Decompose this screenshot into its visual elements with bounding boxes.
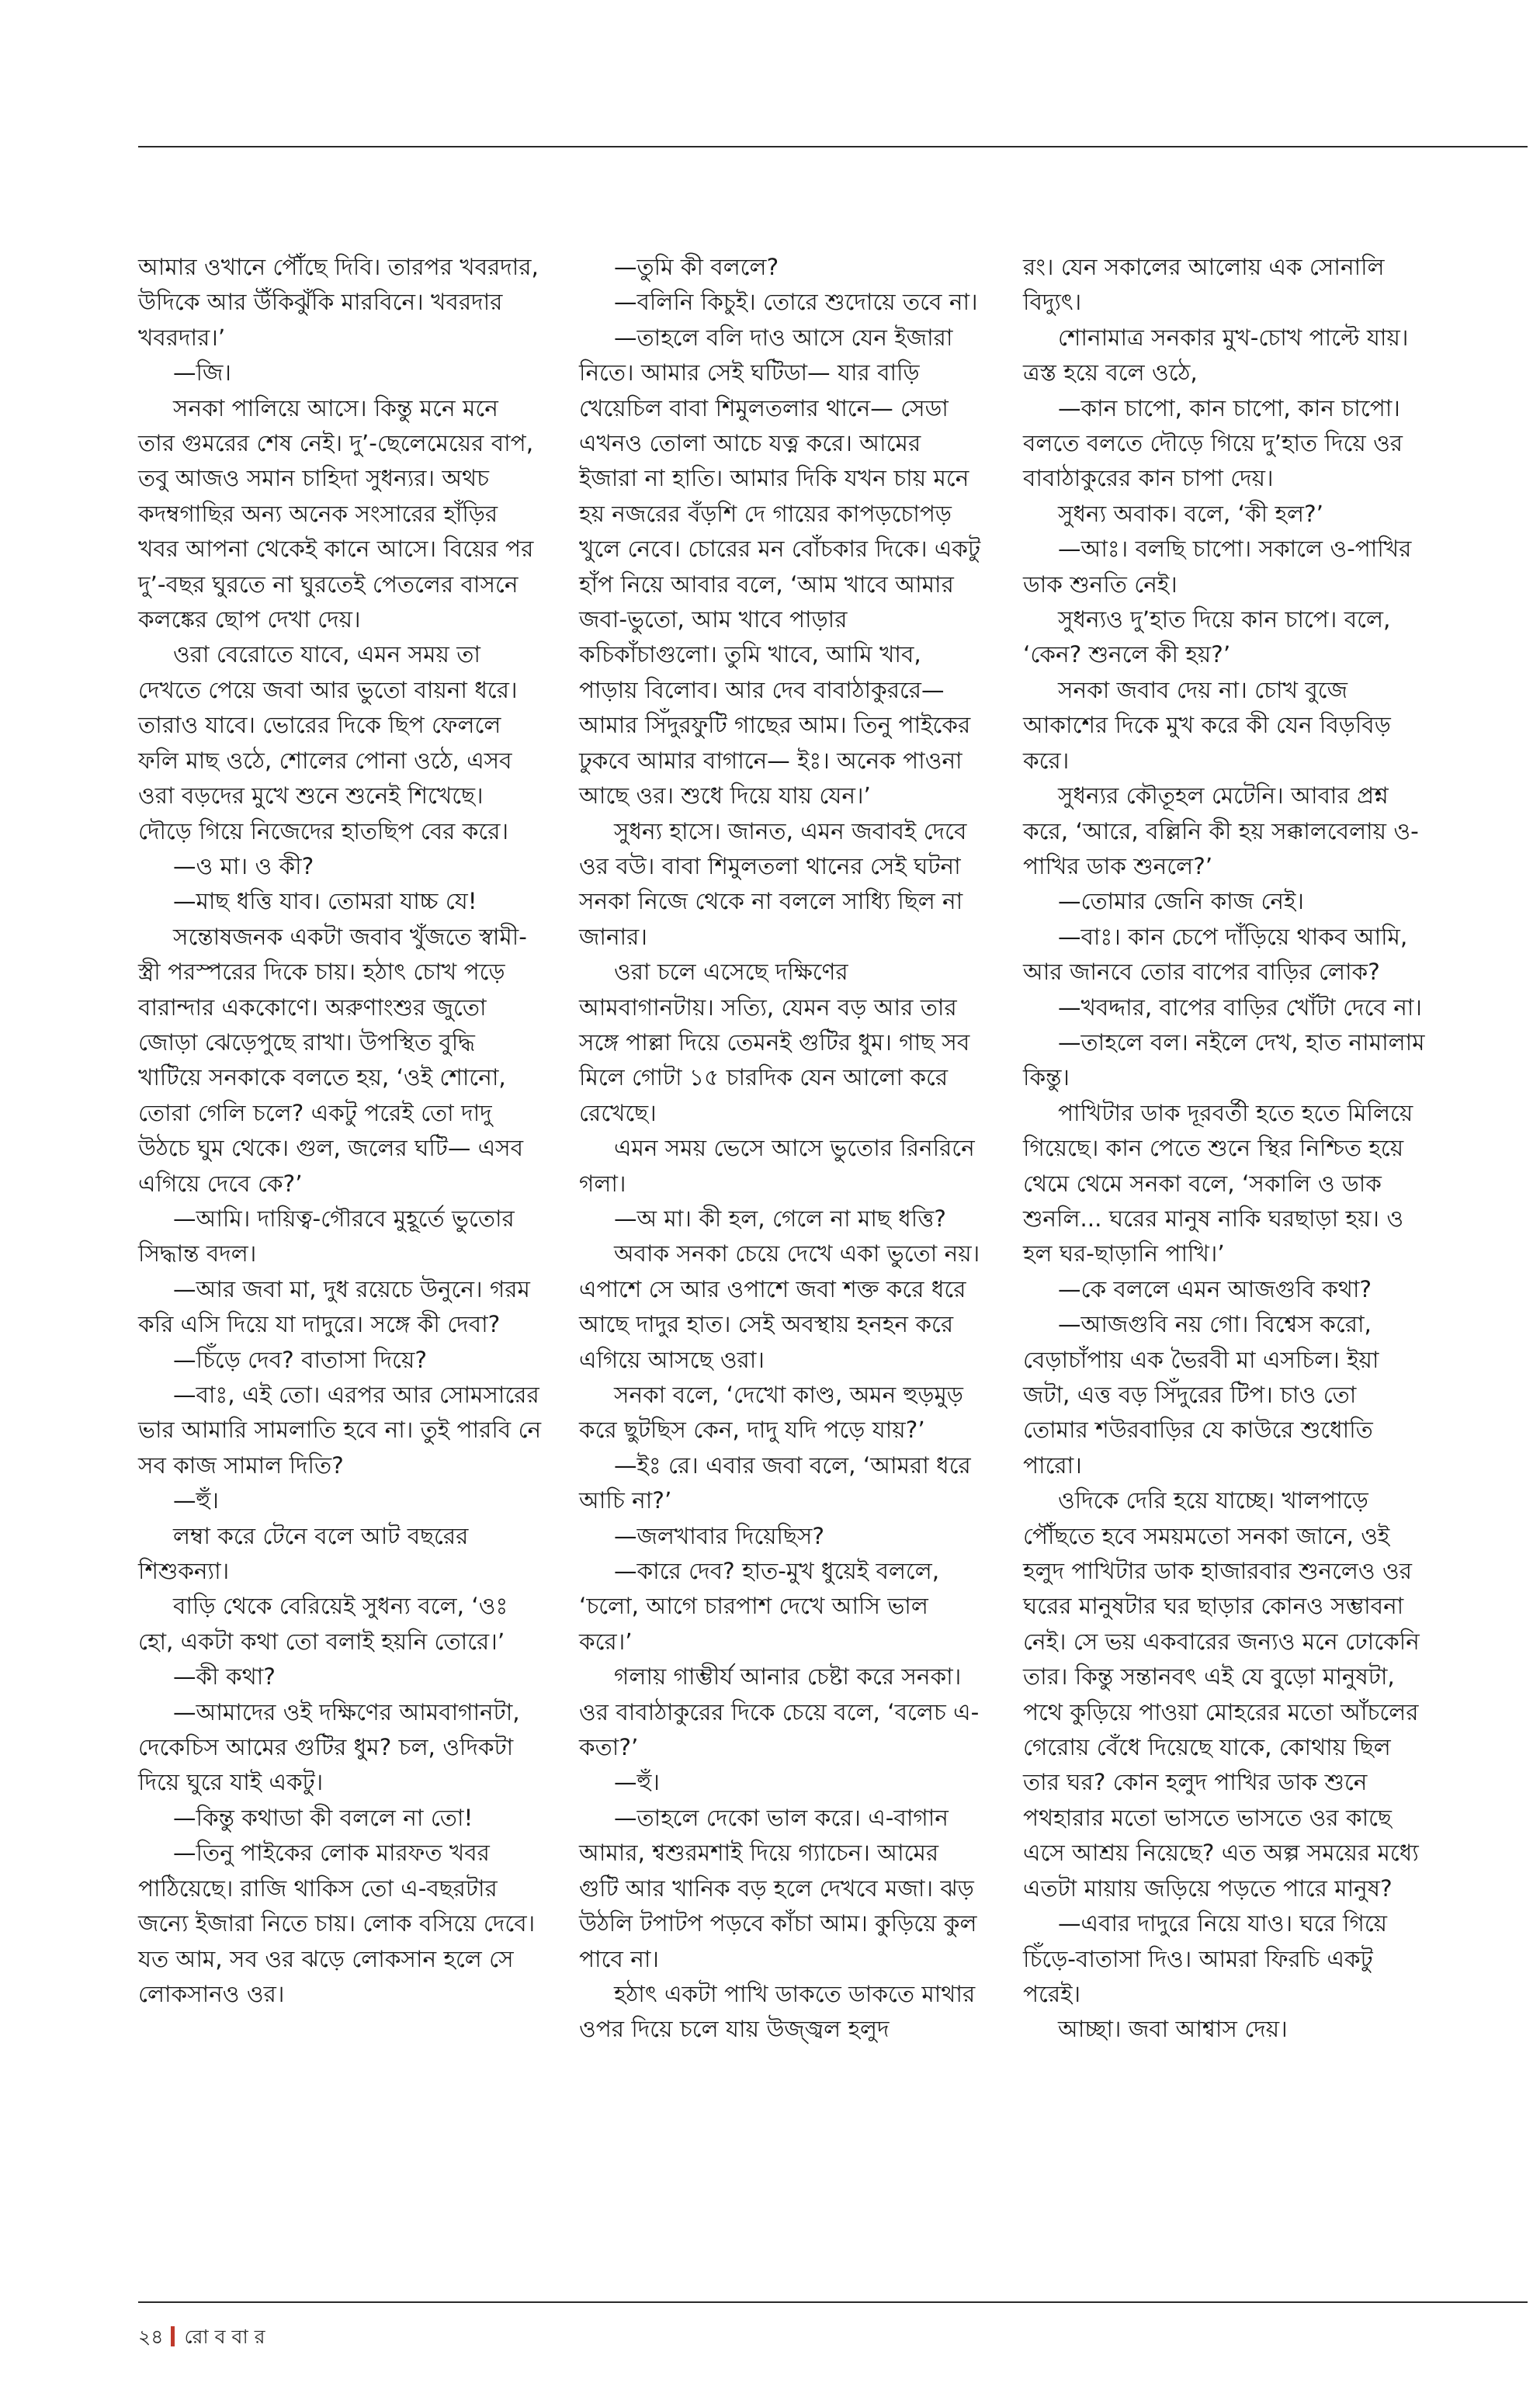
paragraph: —বলিনি কিচুই। তোরে শুদোয়ে তবে না।	[614, 289, 978, 316]
paragraph: —তাহলে বলি দাও আসে যেন ইজারা নিতে। আমার সেই ঘটিডা— যার বাড়ি খেয়েচিল বাবা শিমুলতলার থানে— সেডা এখনও তোলা আচে যত্ন করে। আমের ইজারা না হাতি। আমার দিকি যখন চায় মনে হয় নজরের বঁড়শি দে গায়ের কাপড়চোপড় খুলে নেবে। চোরের মন বোঁচকার দিকে। একটু হাঁপ নিয়ে আবার বলে, ‘আম খাবে আমার জবা-ভুতো, আম খাবে পাড়ার কচিকাঁচাগুলো। তুমি খাবে, আমি খাব, পাড়ায় বিলোব। আর দেব বাবাঠাকুররে— আমার সিঁদুরফুটি গাছের আম। তিনু পাইকের ঢুকবে আমার বাগানে— ইঃ। অনেক পাওনা আছে ওর। শুধে দিয়ে যায় যেন।’	[579, 324, 981, 810]
paragraph: —আঃ। বলছি চাপো। সকালে ও-পাখির ডাক শুনতি নেই।	[1023, 536, 1412, 598]
paragraph: —ইঃ রে। এবার জবা বলে, ‘আমরা ধরে আচি না?’	[579, 1451, 971, 1514]
paragraph: শোনামাত্র সনকার মুখ-চোখ পাল্টে যায়। ত্রস্ত হয়ে বলে ওঠে,	[1023, 324, 1409, 387]
paragraph: সন্তোষজনক একটা জবাব খুঁজতে স্বামী-স্ত্রী পরস্পরের দিকে চায়। হঠাৎ চোখ পড়ে বারান্দার এককোণে। অরুণাংশুর জুতো জোড়া ঝেড়েপুছে রাখা। উপস্থিত বুদ্ধি খাটিয়ে সনকাকে বলতে হয়, ‘ওই শোনো, তোরা গেলি চলে? একটু পরেই তো দাদু উঠচে ঘুম থেকে। গুল, জলের ঘটি— এসব এগিয়ে দেবে কে?’	[138, 923, 527, 1197]
paragraph: —কে বললে এমন আজগুবি কথা?	[1058, 1275, 1372, 1302]
paragraph: —আমাদের ওই দক্ষিণের আমবাগানটা, দেকেচিস আমের গুটির ধুম? চল, ওদিকটা দিয়ে ঘুরে যাই একটু।	[138, 1698, 520, 1796]
paragraph: লম্বা করে টেনে বলে আট বছরের শিশুকন্যা।	[138, 1522, 469, 1585]
paragraph: —আজগুবি নয় গো। বিশ্বেস করো, বেড়াচাঁপায় এক ভৈরবী মা এসচিল। ইয়া জটা, এত্ত বড় সিঁদুরের টিপ। চাও তো তোমার শউরবাড়ির যে কাউরে শুধোতি পারো।	[1023, 1311, 1379, 1479]
paragraph: —চিঁড়ে দেব? বাতাসা দিয়ে?	[173, 1346, 427, 1373]
paragraph: —হুঁ।	[173, 1487, 219, 1514]
footer-divider	[171, 2326, 175, 2346]
paragraph: —আমি। দায়িত্ব-গৌরবে মুহূর্তে ভুতোর সিদ্ধান্ত বদল।	[138, 1205, 515, 1268]
paragraph: —কারে দেব? হাত-মুখ ধুয়েই বললে, ‘চলো, আগে চারপাশ দেখে আসি ভাল করে।’	[579, 1558, 940, 1655]
text-column-2	[579, 250, 983, 2048]
paragraph: সুধন্যও দু’হাত দিয়ে কান চাপে। বলে, ‘কেন? শুনলে কী হয়?’	[1023, 606, 1391, 668]
paragraph: অবাক সনকা চেয়ে দেখে একা ভুতো নয়। এপাশে সে আর ওপাশে জবা শক্ত করে ধরে আছে দাদুর হাত। সেই অবস্থায় হনহন করে এগিয়ে আসছে ওরা।	[579, 1240, 980, 1373]
paragraph: —ও মা। ও কী?	[173, 852, 314, 879]
paragraph: —কিন্তু কথাডা কী বললে না তো!	[173, 1804, 473, 1831]
paragraph: আমার ওখানে পৌঁছে দিবি। তারপর খবরদার, উদিকে আর উঁকিঝুঁকি মারবিনে। খবরদার খবরদার।’	[138, 254, 539, 351]
paragraph: সুধন্যর কৌতূহল মেটেনি। আবার প্রশ্ন করে, ‘আরে, বল্লিনি কী হয় সক্কালবেলায় ও-পাখির ডাক শুনলে?’	[1023, 782, 1419, 879]
paragraph: সুধন্য অবাক। বলে, ‘কী হল?’	[1058, 500, 1324, 527]
paragraph: সনকা পালিয়ে আসে। কিন্তু মনে মনে তার গুমরের শেষ নেই। দু’-ছেলেমেয়ের বাপ, তবু আজও সমান চাহিদা সুধন্যর। অথচ কদম্বগাছির অন্য অনেক সংসারের হাঁড়ির খবর আপনা থেকেই কানে আসে। বিয়ের পর দু’-বছর ঘুরতে না ঘুরতেই পেতলের বাসনে কলঙ্কের ছোপ দেখা দেয়।	[138, 394, 534, 633]
text-column-1	[138, 250, 542, 2012]
paragraph: সনকা জবাব দেয় না। চোখ বুজে আকাশের দিকে মুখ করে কী যেন বিড়বিড় করে।	[1023, 676, 1391, 774]
paragraph: —এবার দাদুরে নিয়ে যাও। ঘরে গিয়ে চিঁড়ে-বাতাসা দিও। আমরা ফিরচি একটু পরেই।	[1023, 1910, 1388, 2007]
page-footer	[138, 2324, 271, 2350]
paragraph: আচ্ছা। জবা আশ্বাস দেয়।	[1058, 2016, 1288, 2043]
text-column-3	[1023, 250, 1427, 2048]
paragraph: —তোমার জেনি কাজ নেই।	[1058, 888, 1304, 915]
paragraph: —তুমি কী বললে?	[614, 254, 779, 280]
paragraph: সনকা বলে, ‘দেখো কাণ্ড, অমন হুড়মুড় করে ছুটছিস কেন, দাদু যদি পড়ে যায়?’	[579, 1382, 963, 1444]
paragraph: —আর জবা মা, দুধ রয়েচে উনুনে। গরম করি এসি দিয়ে যা দাদুরে। সঙ্গে কী দেবা?	[138, 1275, 530, 1338]
paragraph: —জলখাবার দিয়েছিস?	[614, 1522, 825, 1549]
paragraph: —জি।	[173, 359, 231, 387]
paragraph: —খবদ্দার, বাপের বাড়ির খোঁটা দেবে না।	[1058, 994, 1422, 1021]
paragraph: —তিনু পাইকের লোক মারফত খবর পাঠিয়েছে। রাজি থাকিস তো এ-বছরটার জন্যে ইজারা নিতে চায়। লোক বসিয়ে দেবে। যত আম, সব ওর ঝড়ে লোকসান হলে সে লোকসানও ওর।	[138, 1840, 536, 2007]
paragraph: হঠাৎ একটা পাখি ডাকতে ডাকতে মাথার ওপর দিয়ে চলে যায় উজ্জ্বল হলুদ	[579, 1980, 976, 2043]
paragraph: ওরা বেরোতে যাবে, এমন সময় তা দেখতে পেয়ে জবা আর ভুতো বায়না ধরে। তারাও যাবে। ভোরের দিকে ছিপ ফেললে ফলি মাছ ওঠে, শোলের পোনা ওঠে, এসব ওরা বড়দের মুখে শুনে শুনেই শিখেছে। দৌড়ে গিয়ে নিজেদের হাতছিপ বের করে।	[138, 641, 518, 844]
paragraph: —কান চাপো, কান চাপো, কান চাপো। বলতে বলতে দৌড়ে গিয়ে দু’হাত দিয়ে ওর বাবাঠাকুরের কান চাপা দেয়।	[1023, 394, 1403, 492]
top-rule	[138, 146, 1528, 147]
paragraph: সুধন্য হাসে। জানত, এমন জবাবই দেবে ওর বউ। বাবা শিমুলতলা থানের সেই ঘটনা সনকা নিজে থেকে না বললে সাধ্যি ছিল না জানার।	[579, 817, 967, 950]
paragraph: এমন সময় ভেসে আসে ভুতোর রিনরিনে গলা।	[579, 1135, 975, 1197]
paragraph: —তাহলে বল। নইলে দেখ, হাত নামালাম কিন্তু।	[1023, 1028, 1425, 1091]
paragraph: রং। যেন সকালের আলোয় এক সোনালি বিদ্যুৎ।	[1023, 254, 1385, 316]
paragraph: —বাঃ। কান চেপে দাঁড়িয়ে থাকব আমি, আর জানবে তোর বাপের বাড়ির লোক?	[1023, 923, 1408, 986]
paragraph: ওরা চলে এসেছে দক্ষিণের আমবাগানটায়। সত্যি, যেমন বড় আর তার সঙ্গে পাল্লা দিয়ে তেমনই গুটির ধুম। গাছ সব মিলে গোটা ১৫ চারদিক যেন আলো করে রেখেছে।	[579, 959, 970, 1126]
paragraph: —মাছ ধত্তি যাব। তোমরা যাচ্চ যে!	[173, 888, 477, 915]
paragraph: —তাহলে দেকো ভাল করে। এ-বাগান আমার, শ্বশুরমশাই দিয়ে গ্যাচেন। আমের গুটি আর খানিক বড় হলে দেখবে মজা। ঝড় উঠলি টপাটপ পড়বে কাঁচা আম। কুড়িয়ে কুল পাবে না।	[579, 1804, 977, 1972]
paragraph: পাখিটার ডাক দূরবর্তী হতে হতে মিলিয়ে গিয়েছে। কান পেতে শুনে স্থির নিশ্চিত হয়ে থেমে থেমে সনকা বলে, ‘সকালি ও ডাক শুনলি... ঘরের মানুষ নাকি ঘরছাড়া হয়। ও হল ঘর-ছাড়ানি পাখি।’	[1023, 1099, 1413, 1268]
paragraph: গলায় গাম্ভীর্য আনার চেষ্টা করে সনকা। ওর বাবাঠাকুরের দিকে চেয়ে বলে, ‘বলেচ এ-কতা?’	[579, 1663, 980, 1761]
magazine-name: রোববার	[184, 2325, 272, 2348]
paragraph: বাড়ি থেকে বেরিয়েই সুধন্য বলে, ‘ওঃ হো, একটা কথা তো বলাই হয়নি তোরে।’	[138, 1593, 508, 1655]
paragraph: —অ মা। কী হল, গেলে না মাছ ধত্তি?	[614, 1205, 946, 1232]
paragraph: ওদিকে দেরি হয়ে যাচ্ছে। খালপাড়ে পৌঁছতে হবে সময়মতো সনকা জানে, ওই হলুদ পাখিটার ডাক হাজারবার শুনলেও ওর ঘরের মানুষটার ঘর ছাড়ার কোনও সম্ভাবনা নেই। সে ভয় একবারের জন্যও মনে ঢোকেনি তার। কিন্তু সন্তানবৎ এই যে বুড়ো মানুষটা, পথে কুড়িয়ে পাওয়া মোহরের মতো আঁচলের গেরোয় বেঁধে দিয়েছে যাকে, কোথায় ছিল তার ঘর? কোন হলুদ পাখির ডাক শুনে পথহারার মতো ভাসতে ভাসতে ওর কাছে এসে আশ্রয় নিয়েছে? এত অল্প সময়ের মধ্যে এতটা মায়ায় জড়িয়ে পড়তে পারে মানুষ?	[1023, 1487, 1420, 1902]
paragraph: —কী কথা?	[173, 1663, 276, 1691]
paragraph: —হুঁ।	[614, 1769, 660, 1796]
bottom-rule	[138, 2301, 1528, 2303]
page-number: ২৪	[138, 2325, 164, 2348]
paragraph: —বাঃ, এই তো। এরপর আর সোমসারের ভার আমারি সামলাতি হবে না। তুই পারবি নে সব কাজ সামাল দিতি?	[138, 1382, 542, 1479]
